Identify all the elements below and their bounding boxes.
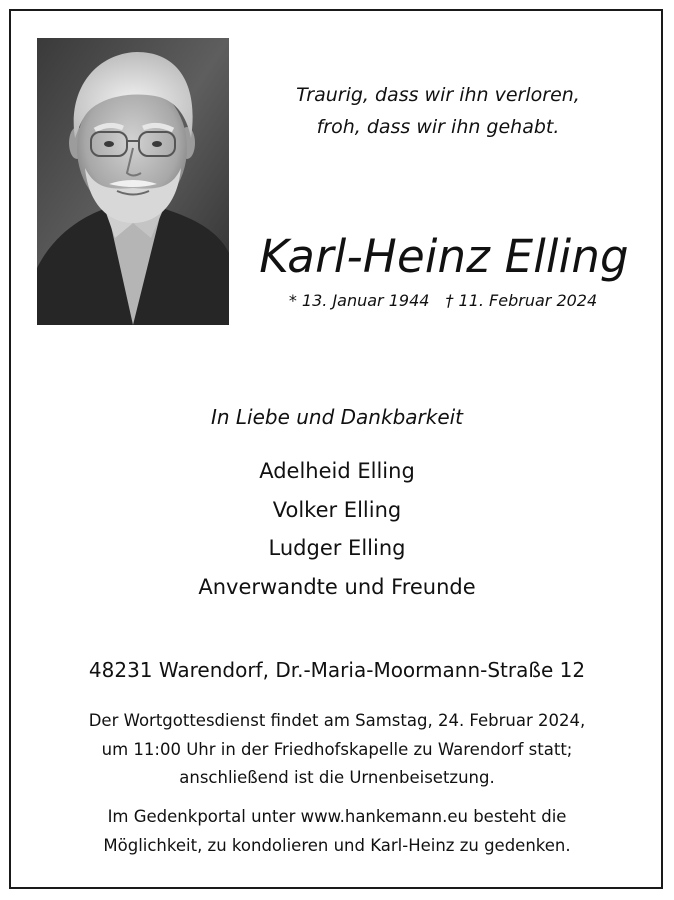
address: 48231 Warendorf, Dr.-Maria-Moormann-Straße 12 [88, 658, 586, 682]
mourner-name: Ludger Elling [268, 536, 406, 560]
dedication: In Liebe und Dankbarkeit [210, 405, 464, 429]
memorial-verse [258, 79, 618, 143]
mourners-list [20, 452, 654, 606]
mourner-name: Anverwandte und Freunde [198, 574, 476, 599]
portal-line: Im Gedenkportal unter www.hankemann.eu besteht die [107, 807, 567, 826]
life-dates [238, 288, 648, 314]
verse-line: Traurig, dass wir ihn verloren, [296, 84, 580, 106]
mourner-name: Volker Elling [272, 497, 402, 522]
service-line: um 11:00 Uhr in der Friedhofskapelle zu Warendorf statt; [101, 739, 573, 759]
service-line: Der Wortgottesdienst findet am Samstag, 24. Februar 2024, [88, 711, 586, 730]
portrait-photo [37, 38, 229, 325]
death-date: † 11. Februar 2024 [445, 291, 598, 310]
portal-line: Möglichkeit, zu kondolieren und Karl-Heinz zu gedenken. [103, 835, 571, 855]
birth-date: * 13. Januar 1944 [288, 291, 430, 310]
service-info [20, 707, 654, 793]
service-line: anschließend ist die Urnenbeisetzung. [179, 768, 495, 787]
mourner-name: Adelheid Elling [259, 459, 415, 483]
verse-line: froh, dass wir ihn gehabt. [316, 116, 560, 138]
deceased-name: Karl-Heinz Elling [259, 230, 629, 283]
portal-info [20, 803, 654, 860]
